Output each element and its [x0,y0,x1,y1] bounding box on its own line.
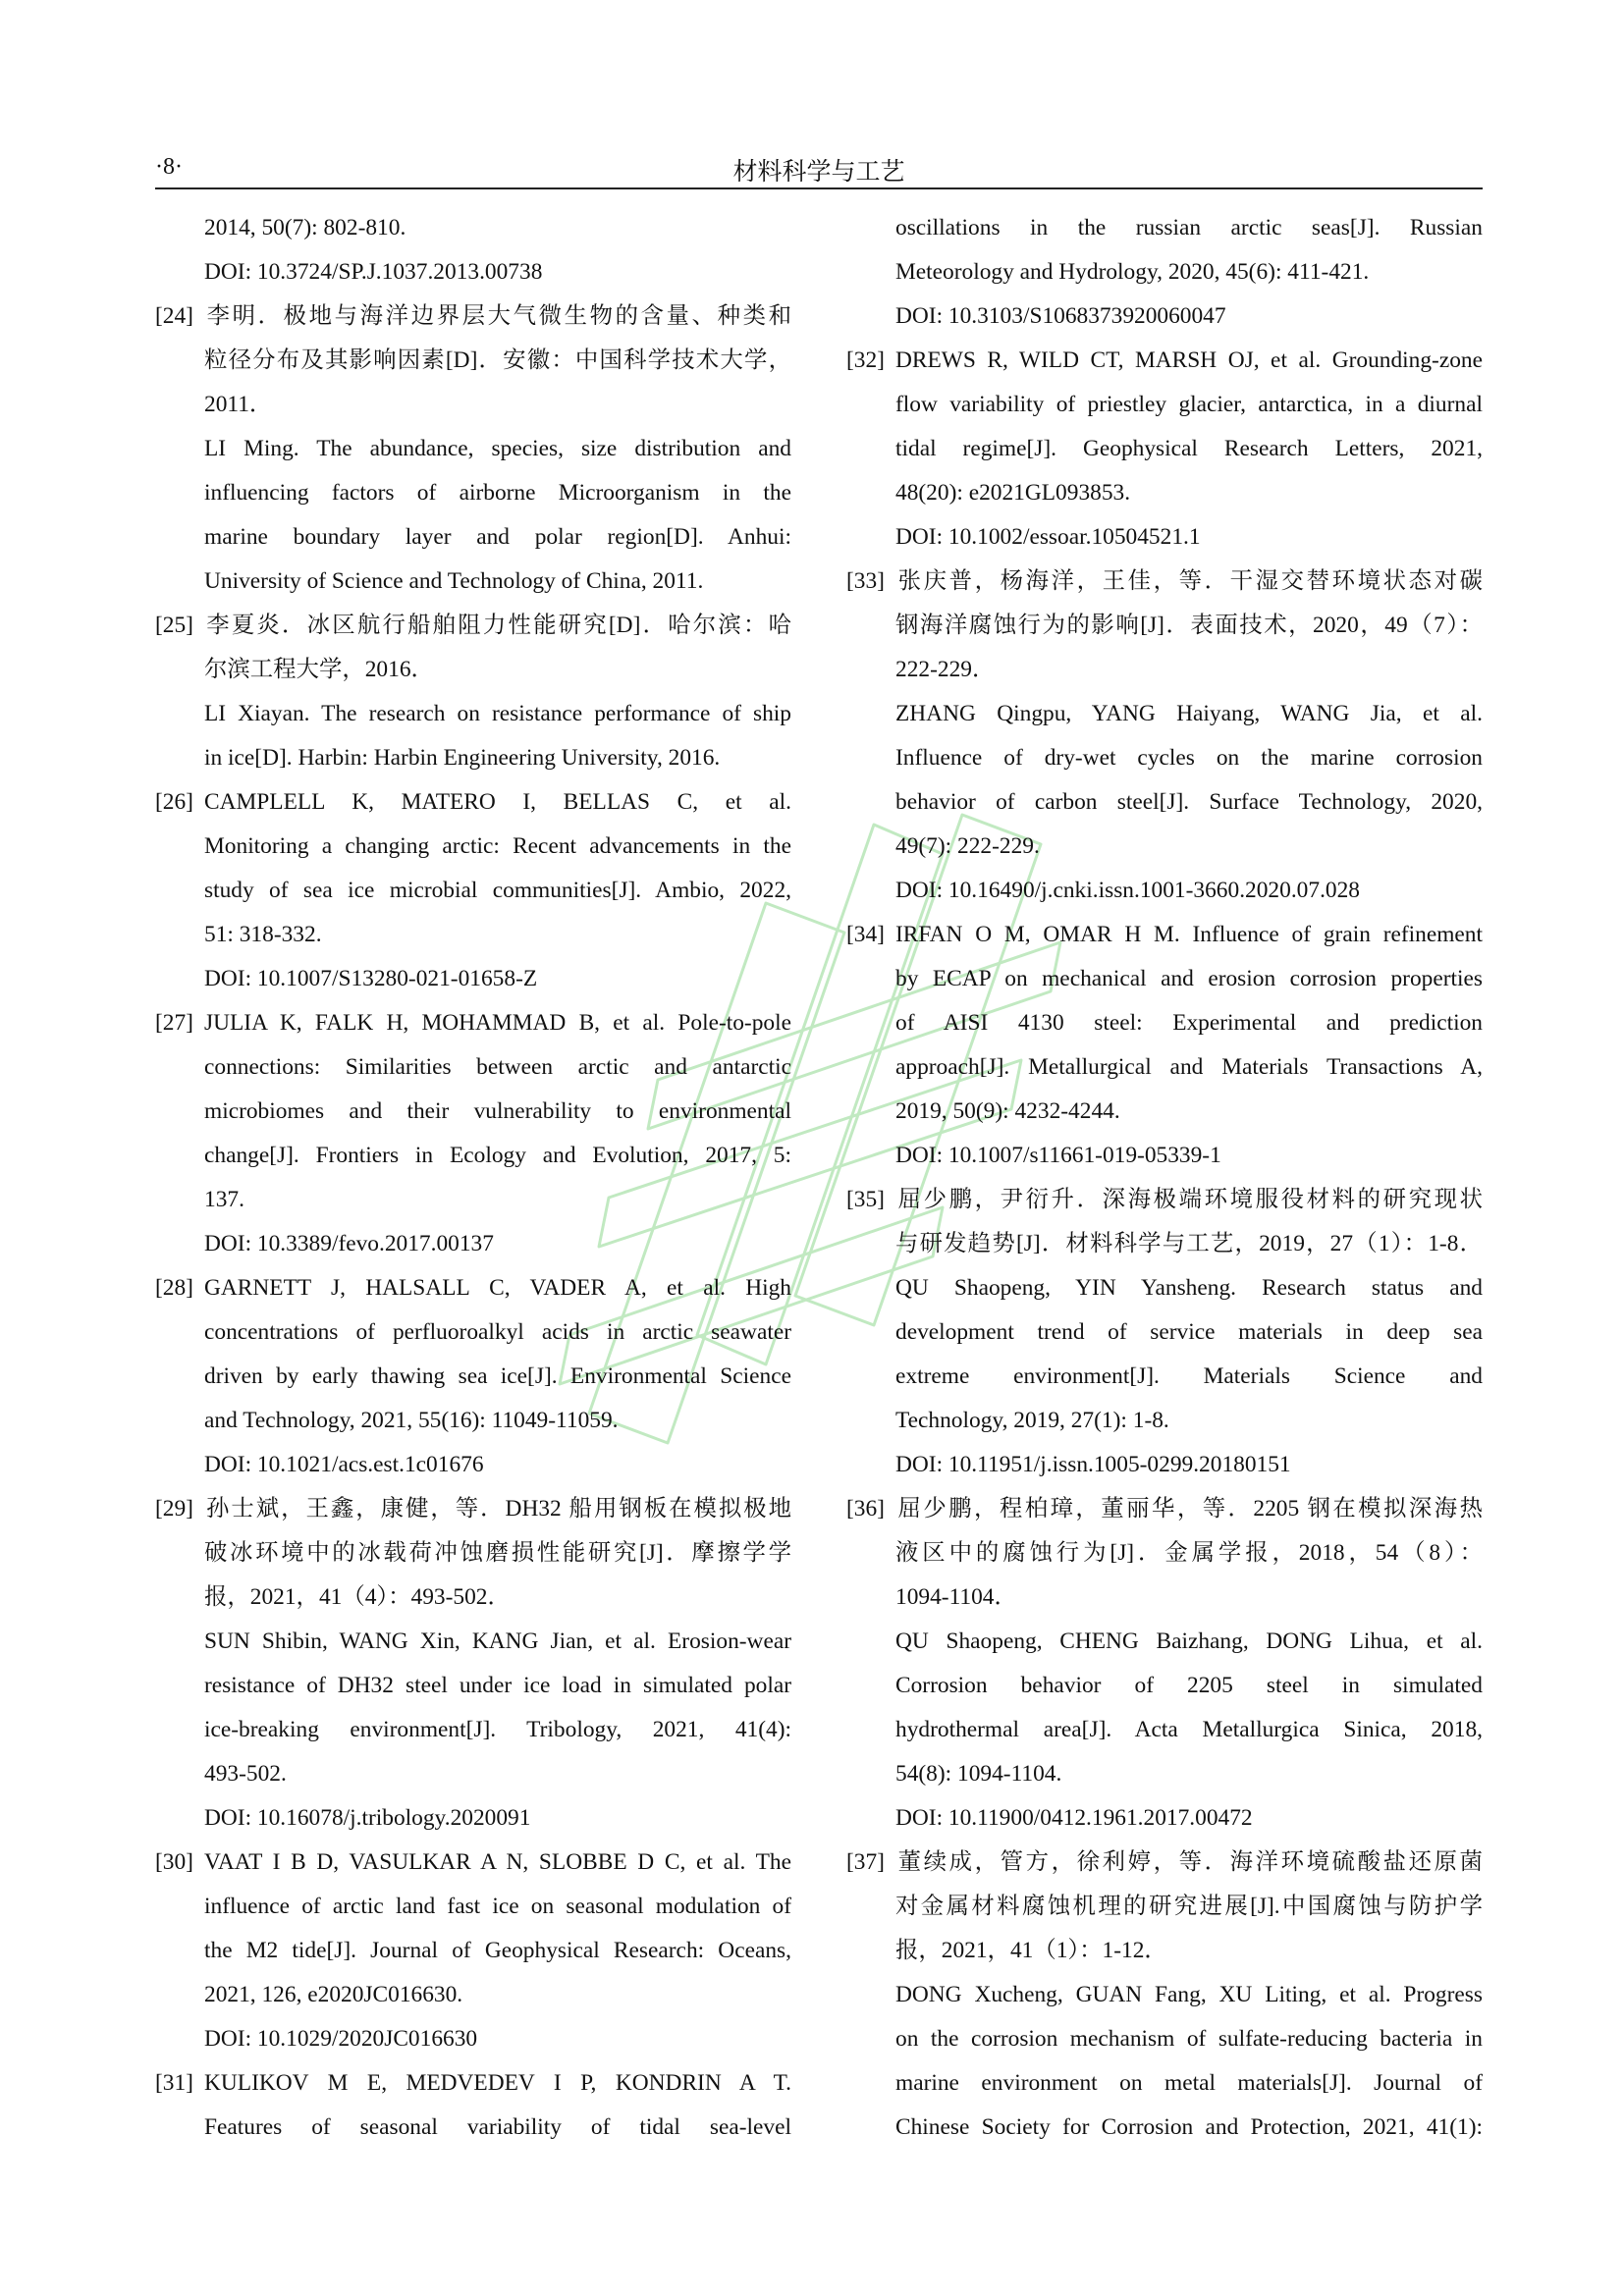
reference-text: DOI: 10.16078/j.tribology.2020091 [204,1805,531,1831]
reference-text: the M2 tide[J]. Journal of Geophysical Research: Oceans, [204,1938,791,1963]
reference-line [846,515,1483,560]
reference-line [846,1399,1483,1443]
reference-entry-start [155,2061,791,2106]
reference-line [846,1752,1483,1796]
reference-line [846,2106,1483,2150]
reference-text: study of sea ice microbial communities[J]. Ambio, 2022, [204,878,791,903]
reference-line [846,957,1483,1001]
reference-text: QU Shaopeng, CHENG Baizhang, DONG Lihua, et al. [895,1629,1483,1654]
reference-number: [25] [155,613,193,638]
reference-entry-start [846,1178,1483,1222]
reference-text: DOI: 10.3389/fevo.2017.00137 [204,1231,494,1256]
reference-line [846,1443,1483,1487]
reference-line [155,913,791,957]
reference-line [155,1752,791,1796]
reference-entry-start [155,1487,791,1531]
journal-title: 材料科学与工艺 [732,159,905,186]
reference-line [155,1973,791,2017]
reference-line [155,2106,791,2150]
reference-text: 与研发趋势[J]．材料科学与工艺，2019，27（1）：1-8． [895,1231,1483,1256]
reference-text: Technology, 2019, 27(1): 1-8. [895,1408,1169,1433]
reference-line [846,1222,1483,1266]
reference-number: [33] [846,568,885,594]
reference-text: 49(7): 222-229. [895,833,1040,859]
reference-line [155,427,791,471]
reference-number: [24] [155,303,193,329]
reference-text: 报，2021，41（4）：493-502． [204,1584,511,1610]
reference-line [846,1973,1483,2017]
reference-line [846,692,1483,736]
reference-text: University of Science and Technology of China, 2011. [204,568,704,594]
reference-text: in ice[D]. Harbin: Harbin Engineering University, 2016. [204,745,721,771]
reference-line [155,383,791,427]
reference-number: [32] [846,347,885,373]
reference-text: flow variability of priestley glacier, antarctica, in a diurnal [895,392,1483,417]
reference-line [846,1664,1483,1708]
reference-text: CAMPLELL K, MATERO I, BELLAS C, et al. [204,789,791,815]
reference-number: [28] [155,1275,193,1301]
reference-text: 董续成，管方，徐利婷，等．海洋环境硫酸盐还原菌 [895,1849,1483,1875]
reference-line [155,1620,791,1664]
reference-entry-start [846,1487,1483,1531]
reference-line [846,1134,1483,1178]
reference-text: 137. [204,1187,244,1212]
reference-number: [27] [155,1010,193,1036]
reference-text: IRFAN O M, OMAR H M. Influence of grain refinement [895,922,1483,947]
reference-text: 粒径分布及其影响因素[D]．安徽：中国科学技术大学， [204,347,791,373]
reference-text: of AISI 4130 steel: Experimental and prediction [895,1010,1483,1036]
reference-text: DOI: 10.11900/0412.1961.2017.00472 [895,1805,1253,1831]
reference-text: 尔滨工程大学，2016． [204,657,434,682]
reference-number: [26] [155,789,193,815]
reference-text: and Technology, 2021, 55(16): 11049-11059. [204,1408,619,1433]
reference-line [155,250,791,294]
reference-line [155,471,791,515]
left-reference-column [155,206,791,2150]
reference-line [155,736,791,780]
reference-text: resistance of DH32 steel under ice load in simulated polar [204,1673,791,1698]
reference-text: DOI: 10.1007/S13280-021-01658-Z [204,966,538,991]
reference-line [155,692,791,736]
reference-line [155,1222,791,1266]
reference-text: LI Ming. The abundance, species, size distribution and [204,436,791,461]
reference-line [846,250,1483,294]
reference-line [846,1531,1483,1575]
reference-text: SUN Shibin, WANG Xin, KANG Jian, et al. Erosion-wear [204,1629,791,1654]
reference-text: development trend of service materials in deep sea [895,1319,1483,1345]
reference-entry-start [155,294,791,339]
reference-text: influencing factors of airborne Microorganism in the [204,480,791,506]
reference-number: [31] [155,2070,193,2096]
reference-text: 报，2021，41（1）：1-12． [895,1938,1167,1963]
reference-line [846,1885,1483,1929]
reference-line [155,2017,791,2061]
reference-text: oscillations in the russian arctic seas[J]. Russian [895,215,1483,240]
reference-text: DOI: 10.1029/2020JC016630 [204,2026,478,2052]
reference-entry-start [155,604,791,648]
reference-text: DOI: 10.1007/s11661-019-05339-1 [895,1143,1221,1168]
reference-line [846,427,1483,471]
reference-line [155,1134,791,1178]
reference-text: driven by early thawing sea ice[J]. Environmental Science [204,1363,791,1389]
reference-line [155,339,791,383]
reference-line [846,206,1483,250]
reference-line [846,471,1483,515]
reference-line [846,1575,1483,1620]
reference-text: 钢海洋腐蚀行为的影响[J]．表面技术，2020，49（7）： [895,613,1483,638]
reference-line [155,1929,791,1973]
reference-line [846,869,1483,913]
reference-text: ice-breaking environment[J]. Tribology, 2021, 41(4): [204,1717,791,1742]
reference-line [155,1531,791,1575]
reference-line [155,515,791,560]
reference-line [846,604,1483,648]
reference-text: Chinese Society for Corrosion and Protection, 2021, 41(1): [895,2114,1483,2140]
reference-text: 222-229． [895,657,996,682]
page-number: ·8· [155,154,183,180]
reference-line [155,825,791,869]
reference-line [155,1885,791,1929]
reference-line [846,1929,1483,1973]
reference-text: DOI: 10.3103/S1068373920060047 [895,303,1226,329]
reference-number: [34] [846,922,885,947]
reference-text: 1094-1104． [895,1584,1017,1610]
reference-line [155,1045,791,1090]
reference-line [155,1664,791,1708]
reference-text: extreme environment[J]. Materials Science and [895,1363,1483,1389]
reference-text: QU Shaopeng, YIN Yansheng. Research status and [895,1275,1483,1301]
reference-text: Meteorology and Hydrology, 2020, 45(6): 411-421. [895,259,1370,285]
reference-number: [30] [155,1849,193,1875]
reference-entry-start [155,780,791,825]
reference-line [846,1090,1483,1134]
reference-text: Features of seasonal variability of tidal sea-level [204,2114,791,2140]
reference-text: 李夏炎．冰区航行船舶阻力性能研究[D]．哈尔滨：哈 [204,613,791,638]
reference-text: marine environment on metal materials[J]. Journal of [895,2070,1483,2096]
reference-text: concentrations of perfluoroalkyl acids in arctic seawater [204,1319,791,1345]
running-header [155,150,1483,189]
reference-line [155,560,791,604]
reference-entry-start [846,1841,1483,1885]
reference-line [155,1090,791,1134]
reference-text: LI Xiayan. The research on resistance performance of ship [204,701,791,726]
reference-text: 液区中的腐蚀行为[J]．金属学报，2018，54（8）： [895,1540,1483,1566]
reference-text: DOI: 10.16490/j.cnki.issn.1001-3660.2020.07.028 [895,878,1360,903]
reference-line [155,1708,791,1752]
reference-line [155,957,791,1001]
reference-line [846,1310,1483,1355]
reference-text: DONG Xucheng, GUAN Fang, XU Liting, et al. Progress [895,1982,1483,2007]
reference-text: DOI: 10.1002/essoar.10504521.1 [895,524,1201,550]
reference-text: 2011． [204,392,273,417]
reference-text: ZHANG Qingpu, YANG Haiyang, WANG Jia, et al. [895,701,1483,726]
reference-line [155,1310,791,1355]
reference-text: 2014, 50(7): 802-810. [204,215,406,240]
reference-text: JULIA K, FALK H, MOHAMMAD B, et al. Pole-to-pole [204,1010,791,1036]
reference-text: 孙士斌，王鑫，康健，等．DH32 船用钢板在模拟极地 [204,1496,791,1522]
reference-line [846,1045,1483,1090]
reference-number: [35] [846,1187,885,1212]
reference-line [846,1796,1483,1841]
reference-text: 2019, 50(9): 4232-4244. [895,1098,1120,1124]
reference-line [846,1708,1483,1752]
reference-text: 李明．极地与海洋边界层大气微生物的含量、种类和 [204,303,791,329]
reference-text: Corrosion behavior of 2205 steel in simulated [895,1673,1483,1698]
reference-entry-start [155,1841,791,1885]
reference-line [846,1620,1483,1664]
reference-text: Influence of dry-wet cycles on the marine corrosion [895,745,1483,771]
reference-line [155,648,791,692]
reference-text: by ECAP on mechanical and erosion corrosion properties [895,966,1483,991]
reference-text: approach[J]. Metallurgical and Materials Transactions A, [895,1054,1483,1080]
reference-text: on the corrosion mechanism of sulfate-reducing bacteria in [895,2026,1483,2052]
reference-text: VAAT I B D, VASULKAR A N, SLOBBE D C, et al. The [204,1849,791,1875]
reference-text: 张庆普，杨海洋，王佳，等．干湿交替环境状态对碳 [895,568,1483,594]
reference-text: hydrothermal area[J]. Acta Metallurgica Sinica, 2018, [895,1717,1483,1742]
reference-text: influence of arctic land fast ice on seasonal modulation of [204,1894,791,1919]
reference-text: 51: 318-332. [204,922,322,947]
reference-entry-start [846,560,1483,604]
reference-line [846,736,1483,780]
reference-text: DOI: 10.3724/SP.J.1037.2013.00738 [204,259,543,285]
reference-line [155,1796,791,1841]
reference-line [846,1266,1483,1310]
reference-text: 破冰环境中的冰载荷冲蚀磨损性能研究[J]．摩擦学学 [204,1540,791,1566]
reference-entry-start [846,339,1483,383]
reference-line [846,1001,1483,1045]
reference-text: 对金属材料腐蚀机理的研究进展[J].中国腐蚀与防护学 [895,1894,1483,1919]
reference-entry-start [155,1266,791,1310]
reference-text: change[J]. Frontiers in Ecology and Evolution, 2017, 5: [204,1143,791,1168]
reference-text: connections: Similarities between arctic and antarctic [204,1054,791,1080]
reference-text: DOI: 10.1021/acs.est.1c01676 [204,1452,484,1477]
reference-line [846,780,1483,825]
reference-text: 2021, 126, e2020JC016630. [204,1982,463,2007]
reference-line [155,1575,791,1620]
reference-text: 屈少鹏，尹衍升．深海极端环境服役材料的研究现状 [895,1187,1483,1212]
reference-text: 54(8): 1094-1104. [895,1761,1062,1787]
reference-text: 屈少鹏，程柏璋，董丽华，等．2205 钢在模拟深海热 [895,1496,1483,1522]
reference-text: marine boundary layer and polar region[D]. Anhui: [204,524,791,550]
reference-entry-start [846,913,1483,957]
reference-text: 493-502. [204,1761,287,1787]
reference-line [846,2061,1483,2106]
reference-entry-start [155,1001,791,1045]
reference-text: KULIKOV M E, MEDVEDEV I P, KONDRIN A T. [204,2070,791,2096]
reference-line [155,1399,791,1443]
reference-text: DOI: 10.11951/j.issn.1005-0299.20180151 [895,1452,1291,1477]
reference-text: behavior of carbon steel[J]. Surface Technology, 2020, [895,789,1483,815]
reference-text: 48(20): e2021GL093853. [895,480,1131,506]
reference-line [846,383,1483,427]
reference-line [155,206,791,250]
reference-number: [29] [155,1496,193,1522]
right-reference-column [846,206,1483,2150]
reference-line [846,294,1483,339]
reference-line [155,869,791,913]
reference-number: [37] [846,1849,885,1875]
reference-text: Monitoring a changing arctic: Recent advancements in the [204,833,791,859]
reference-line [846,1355,1483,1399]
reference-text: microbiomes and their vulnerability to environmental [204,1098,791,1124]
reference-line [155,1178,791,1222]
reference-line [846,825,1483,869]
reference-text: GARNETT J, HALSALL C, VADER A, et al. High [204,1275,791,1301]
reference-text: DREWS R, WILD CT, MARSH OJ, et al. Grounding-zone [895,347,1483,373]
reference-line [155,1443,791,1487]
reference-text: tidal regime[J]. Geophysical Research Letters, 2021, [895,436,1483,461]
reference-line [155,1355,791,1399]
reference-number: [36] [846,1496,885,1522]
reference-line [846,648,1483,692]
reference-line [846,2017,1483,2061]
